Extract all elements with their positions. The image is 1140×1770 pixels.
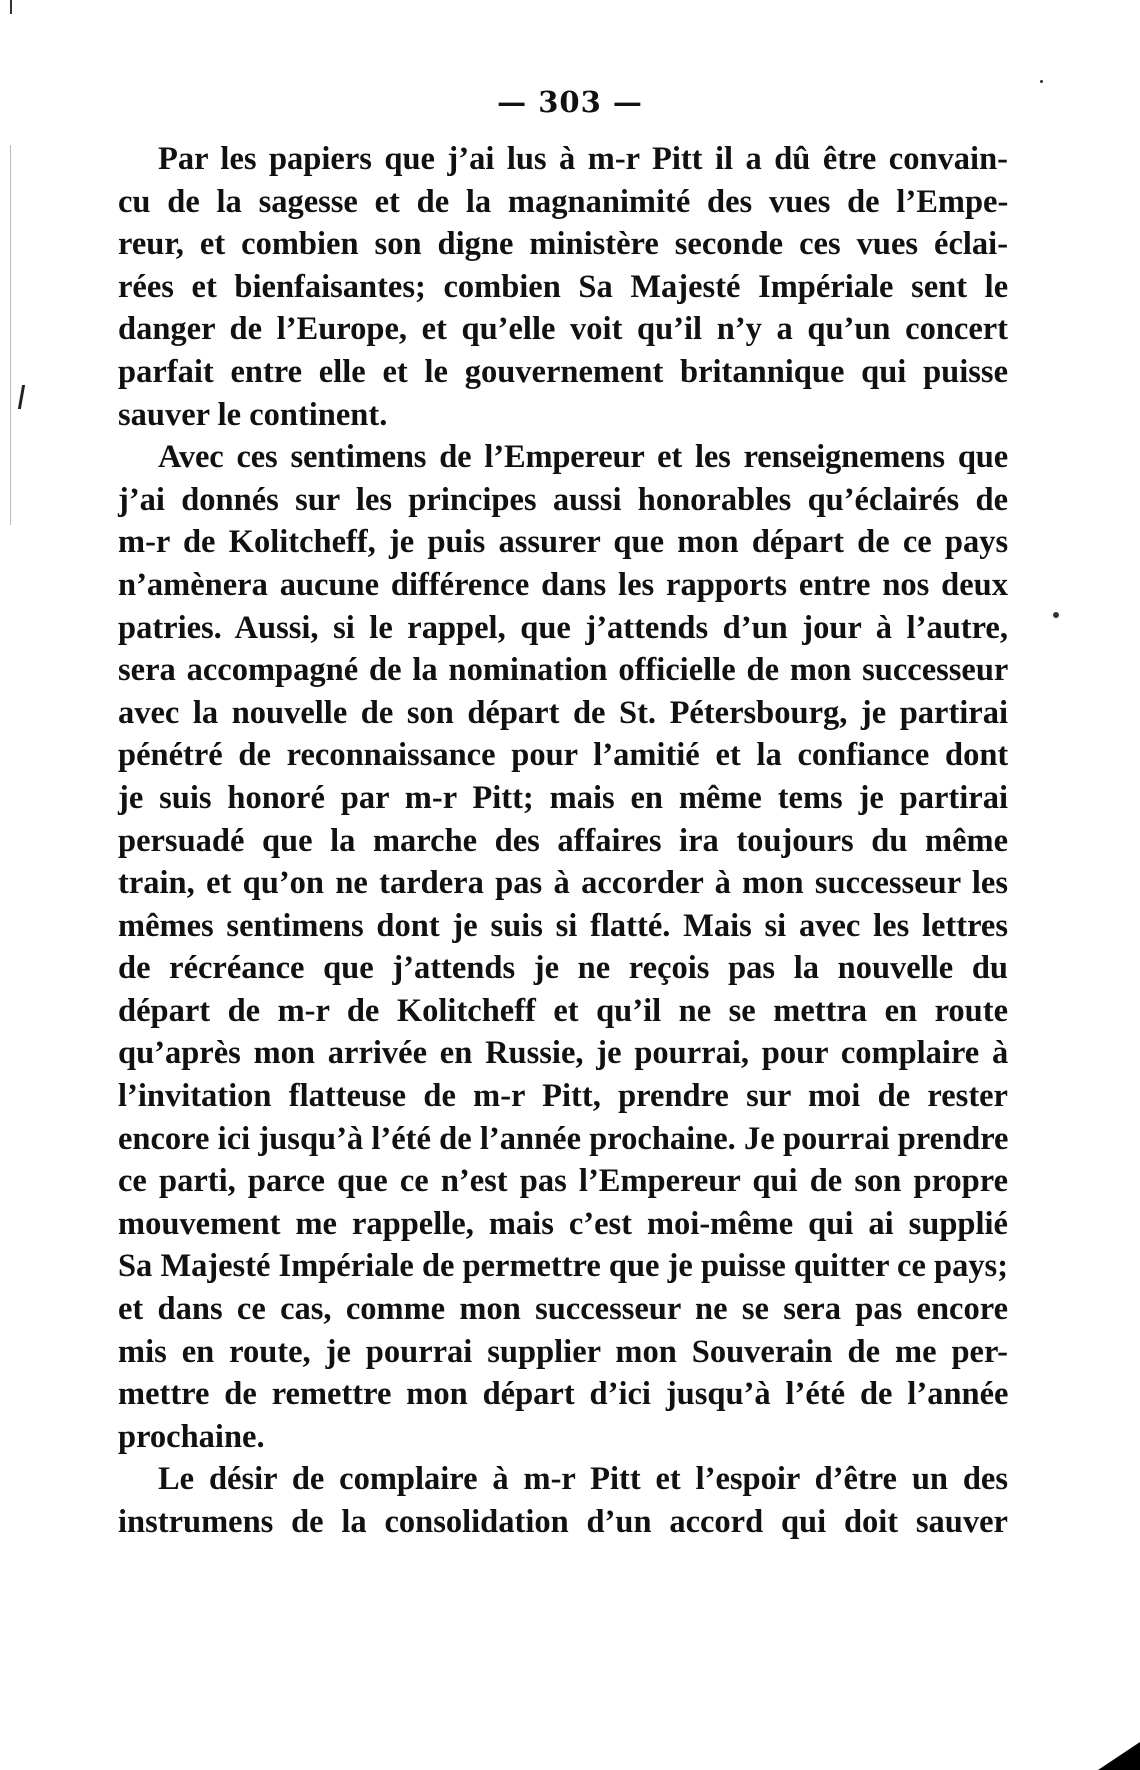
body-text	[118, 138, 1008, 1544]
paragraph	[118, 436, 1008, 1458]
page-number: — 303 —	[497, 85, 643, 119]
text-line: Sa Majesté Impériale de permettre que je puisse quitter ce pays;	[118, 1248, 1008, 1285]
text-line: persuadé que la marche des affaires ira toujours du même	[118, 822, 1008, 859]
text-line: je suis honoré par m-r Pitt; mais en même tems je partirai	[118, 779, 1008, 816]
text-line: danger de l’Europe, et qu’elle voit qu’il n’y a qu’un concert	[118, 311, 1008, 348]
text-line: l’invitation flatteuse de m-r Pitt, prendre sur moi de rester	[118, 1078, 1008, 1115]
text-line: sera accompagné de la nomination officielle de mon successeur	[118, 652, 1009, 689]
text-line: ce parti, parce que ce n’est pas l’Empereur qui de son propre	[118, 1163, 1008, 1200]
text-line: j’ai donnés sur les principes aussi honorables qu’éclairés de	[118, 481, 1008, 518]
text-line: parfait entre elle et le gouvernement britannique qui puisse	[118, 353, 1008, 390]
text-line: de récréance que j’attends je ne reçois pas la nouvelle du	[118, 950, 1008, 987]
text-line: reur, et combien son digne ministère seconde ces vues éclai-	[118, 226, 1009, 263]
text-line: pénétré de reconnaissance pour l’amitié et la confiance dont	[118, 737, 1009, 774]
text-line: mouvement me rappelle, mais c’est moi-même qui ai supplié	[118, 1205, 1008, 1242]
text-line: Le désir de complaire à m-r Pitt et l’espoir d’être un des	[158, 1461, 1008, 1498]
text-line: mettre de remettre mon départ d’ici jusqu’à l’été de l’année	[118, 1376, 1009, 1413]
text-line: départ de m-r de Kolitcheff et qu’il ne se mettra en route	[118, 992, 1008, 1029]
text-line: m-r de Kolitcheff, je puis assurer que mon départ de ce pays	[118, 524, 1009, 561]
text-line: mis en route, je pourrai supplier mon Souverain de me per-	[118, 1333, 1008, 1370]
text-line: encore ici jusqu’à l’été de l’année prochaine. Je pourrai prendre	[118, 1120, 1009, 1157]
text-line: patries. Aussi, si le rappel, que j’attends d’un jour à l’autre,	[118, 609, 1008, 646]
text-line: Par les papiers que j’ai lus à m-r Pitt il a dû être convain-	[158, 141, 1008, 177]
scan-margin-mark	[18, 385, 25, 409]
text-line: instrumens de la consolidation d’un accord qui doit sauver	[118, 1504, 1008, 1540]
text-line: cu de la sagesse et de la magnanimité des vues de l’Empe-	[118, 183, 1009, 220]
text-line: sauver le continent.	[118, 396, 388, 433]
scan-speck	[1040, 80, 1043, 83]
text-line: Avec ces sentimens de l’Empereur et les renseignemens que	[158, 439, 1008, 476]
scan-margin-mark	[10, 0, 12, 14]
scan-corner-shadow	[1080, 1735, 1140, 1770]
text-line: rées et bienfaisantes; combien Sa Majesté Impériale sent le	[118, 268, 1009, 305]
scan-margin-line	[10, 145, 11, 525]
scan-speck	[1053, 612, 1059, 618]
text-line: et dans ce cas, comme mon successeur ne se sera pas encore	[118, 1291, 1008, 1328]
text-line: n’amènera aucune différence dans les rapports entre nos deux	[118, 566, 1009, 603]
text-line: qu’après mon arrivée en Russie, je pourrai, pour complaire à	[118, 1035, 1009, 1072]
paragraph	[118, 138, 1008, 436]
text-line: mêmes sentimens dont je suis si flatté. Mais si avec les lettres	[118, 907, 1008, 944]
text-line: train, et qu’on ne tardera pas à accorder à mon successeur les	[118, 865, 1008, 902]
text-line: avec la nouvelle de son départ de St. Pétersbourg, je partirai	[118, 694, 1008, 731]
paragraph	[118, 1458, 1008, 1543]
text-line: prochaine.	[118, 1418, 265, 1455]
